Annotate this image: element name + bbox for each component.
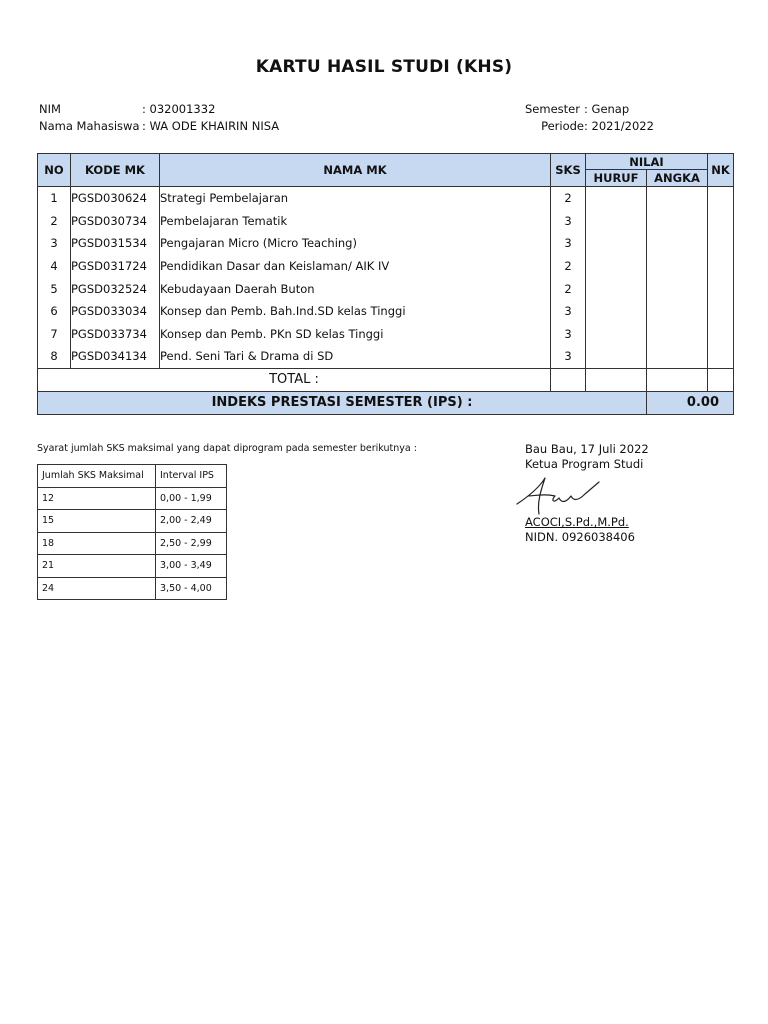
khs-table [37, 153, 734, 415]
course-no: 2 [38, 210, 71, 233]
course-angka [647, 345, 708, 368]
course-no: 4 [38, 255, 71, 278]
sks-limit-interval: 3,00 - 3,49 [156, 555, 227, 578]
total-huruf-cell [586, 368, 647, 391]
sks-limit-row [38, 532, 227, 555]
course-row [38, 210, 734, 233]
course-code: PGSD030624 [71, 187, 160, 210]
sks-limit-interval: 2,50 - 2,99 [156, 532, 227, 555]
course-huruf [586, 345, 647, 368]
course-name: Strategi Pembelajaran [160, 187, 551, 210]
course-nk [708, 345, 734, 368]
course-no: 5 [38, 277, 71, 300]
syarat-note: Syarat jumlah SKS maksimal yang dapat diprogram pada semester berikutnya : [37, 443, 417, 454]
sign-name: ACOCI,S.Pd.,M.Pd. [525, 515, 629, 529]
course-huruf [586, 187, 647, 210]
course-sks: 3 [551, 210, 586, 233]
course-code: PGSD033034 [71, 300, 160, 323]
course-angka [647, 300, 708, 323]
sks-limit-table [37, 464, 227, 600]
sign-role: Ketua Program Studi [525, 457, 644, 471]
document-title: KARTU HASIL STUDI (KHS) [255, 57, 513, 77]
course-row [38, 277, 734, 300]
course-huruf [586, 277, 647, 300]
sign-place-date: Bau Bau, 17 Juli 2022 [525, 442, 649, 456]
name-label: Nama Mahasiswa [39, 119, 140, 133]
total-nk-cell [708, 368, 734, 391]
nim-value: : 032001332 [142, 102, 216, 116]
course-code: PGSD033734 [71, 323, 160, 346]
course-nk [708, 232, 734, 255]
sks-limit-row [38, 577, 227, 600]
sks-limit-row [38, 510, 227, 533]
header-no: NO [38, 154, 71, 187]
course-nk [708, 277, 734, 300]
course-sks: 3 [551, 232, 586, 255]
course-name: Pengajaran Micro (Micro Teaching) [160, 232, 551, 255]
course-huruf [586, 323, 647, 346]
course-no: 1 [38, 187, 71, 210]
course-code: PGSD030734 [71, 210, 160, 233]
course-row [38, 323, 734, 346]
header-sks: SKS [551, 154, 586, 187]
course-name: Pend. Seni Tari & Drama di SD [160, 345, 551, 368]
course-nk [708, 300, 734, 323]
course-sks: 2 [551, 277, 586, 300]
course-name: Pembelajaran Tematik [160, 210, 551, 233]
sks-limit-interval: 0,00 - 1,99 [156, 487, 227, 510]
sks-limit-jumlah: 24 [38, 577, 156, 600]
course-row [38, 300, 734, 323]
course-angka [647, 255, 708, 278]
student-info-right [525, 101, 654, 135]
student-info-left [39, 101, 279, 135]
header-interval-ips: Interval IPS [156, 465, 227, 488]
header-huruf: HURUF [586, 170, 647, 187]
course-row [38, 232, 734, 255]
header-nama-mk: NAMA MK [160, 154, 551, 187]
course-name: Kebudayaan Daerah Buton [160, 277, 551, 300]
course-name: Pendidikan Dasar dan Keislaman/ AIK IV [160, 255, 551, 278]
course-angka [647, 232, 708, 255]
sks-limit-jumlah: 18 [38, 532, 156, 555]
course-angka [647, 210, 708, 233]
total-angka-cell [647, 368, 708, 391]
ips-value: 0.00 [647, 391, 734, 414]
header-jumlah-sks: Jumlah SKS Maksimal [38, 465, 156, 488]
course-no: 8 [38, 345, 71, 368]
nim-label: NIM [39, 102, 61, 116]
header-nilai: NILAI [586, 154, 708, 170]
course-huruf [586, 255, 647, 278]
course-row [38, 255, 734, 278]
course-no: 7 [38, 323, 71, 346]
course-code: PGSD031534 [71, 232, 160, 255]
total-label: TOTAL : [38, 368, 551, 391]
sks-limit-jumlah: 12 [38, 487, 156, 510]
sks-limit-interval: 2,00 - 2,49 [156, 510, 227, 533]
course-sks: 2 [551, 187, 586, 210]
course-no: 3 [38, 232, 71, 255]
course-sks: 3 [551, 345, 586, 368]
course-sks: 2 [551, 255, 586, 278]
course-angka [647, 277, 708, 300]
sks-limit-row [38, 487, 227, 510]
sks-limit-jumlah: 15 [38, 510, 156, 533]
sign-nidn: NIDN. 0926038406 [525, 530, 635, 544]
course-nk [708, 323, 734, 346]
name-value: : WA ODE KHAIRIN NISA [142, 119, 280, 133]
header-angka: ANGKA [647, 170, 708, 187]
semester-label: Semester [525, 102, 580, 116]
course-row [38, 345, 734, 368]
header-nk: NK [708, 154, 734, 187]
course-nk [708, 187, 734, 210]
course-huruf [586, 300, 647, 323]
ips-label: INDEKS PRESTASI SEMESTER (IPS) : [38, 391, 647, 414]
signature-scribble [515, 474, 605, 518]
course-name: Konsep dan Pemb. PKn SD kelas Tinggi [160, 323, 551, 346]
header-kode-mk: KODE MK [71, 154, 160, 187]
course-code: PGSD031724 [71, 255, 160, 278]
course-huruf [586, 232, 647, 255]
sks-limit-interval: 3,50 - 4,00 [156, 577, 227, 600]
course-huruf [586, 210, 647, 233]
course-angka [647, 187, 708, 210]
course-nk [708, 255, 734, 278]
semester-value: : Genap [584, 102, 630, 116]
total-sks-cell [551, 368, 586, 391]
sks-limit-row [38, 555, 227, 578]
course-name: Konsep dan Pemb. Bah.Ind.SD kelas Tinggi [160, 300, 551, 323]
course-code: PGSD032524 [71, 277, 160, 300]
course-sks: 3 [551, 300, 586, 323]
course-angka [647, 323, 708, 346]
course-nk [708, 210, 734, 233]
course-sks: 3 [551, 323, 586, 346]
course-code: PGSD034134 [71, 345, 160, 368]
sks-limit-jumlah: 21 [38, 555, 156, 578]
course-row [38, 187, 734, 210]
course-no: 6 [38, 300, 71, 323]
periode-value: : 2021/2022 [584, 119, 654, 133]
periode-label: Periode [541, 119, 584, 133]
